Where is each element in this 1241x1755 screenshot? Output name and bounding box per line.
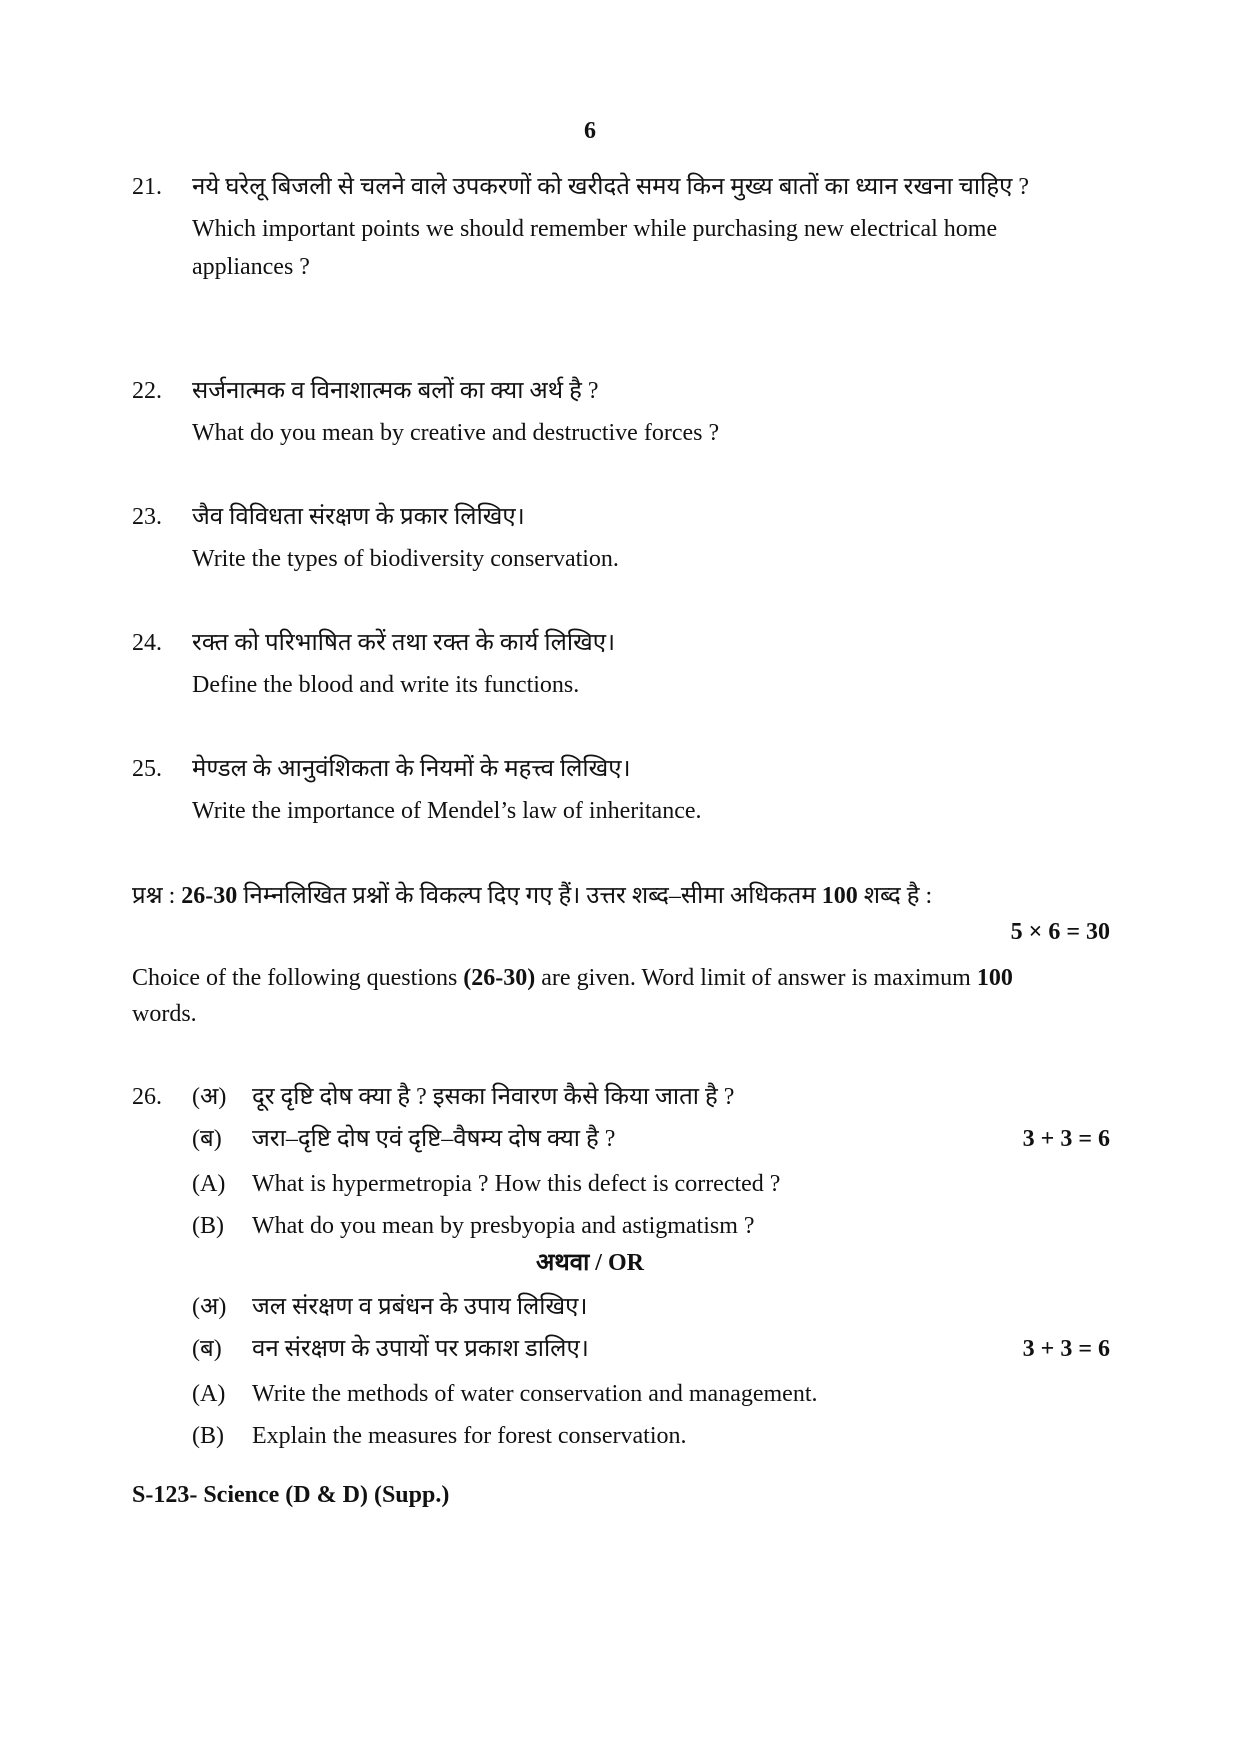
option-label: (अ): [192, 1294, 227, 1320]
question-text-hindi: जैव विविधता संरक्षण के प्रकार लिखिए।: [192, 504, 525, 530]
question-number: 22.: [132, 378, 162, 404]
option-label: (B): [192, 1423, 224, 1449]
option-text: दूर दृष्टि दोष क्या है ? इसका निवारण कैसे किया जाता है ?: [252, 1084, 735, 1110]
paper-code-footer: S-123- Science (D & D) (Supp.): [132, 1482, 450, 1508]
section-instructions-hindi: [132, 878, 1110, 945]
section-en-prefix: Choice of the following questions: [132, 965, 464, 991]
section-en-suffix: words.: [132, 1001, 197, 1027]
q26-hindi-b: [192, 1120, 1110, 1158]
page-number: 6: [584, 118, 596, 144]
option-text: जल संरक्षण व प्रबंधन के उपाय लिखिए।: [252, 1294, 588, 1320]
q26-marks-1: 3 + 3 = 6: [1022, 1126, 1110, 1152]
or-divider: अथवा / OR: [536, 1250, 644, 1276]
option-label: (B): [192, 1213, 224, 1239]
option-text: वन संरक्षण के उपायों पर प्रकाश डालिए।: [252, 1336, 589, 1362]
section-word-limit: 100: [821, 883, 858, 909]
section-prefix: प्रश्न :: [132, 883, 182, 909]
question-text-hindi: मेण्डल के आनुवंशिकता के नियमों के महत्त्व लिखिए।: [192, 756, 631, 782]
section-en-word-limit: 100: [976, 965, 1013, 991]
question-21: [132, 168, 1062, 286]
section-instructions-english: [132, 960, 1052, 1032]
q26-alt-hindi-b: [192, 1330, 1110, 1368]
question-text-english: Which important points we should remember while purchasing new electrical home appliances ?: [192, 216, 998, 280]
option-label: (ब): [192, 1336, 222, 1362]
q26-alt-hindi-a: [192, 1288, 1110, 1326]
question-25: [132, 750, 1062, 830]
question-24: [132, 624, 1062, 704]
q26-hindi-a: [192, 1078, 1110, 1116]
option-label: (ब): [192, 1126, 222, 1152]
q26-english-b: [192, 1207, 1110, 1245]
question-text-hindi: नये घरेलू बिजली से चलने वाले उपकरणों को खरीदते समय किन मुख्य बातों का ध्यान रखना चाहिए ?: [192, 174, 1029, 200]
section-en-mid: are given. Word limit of answer is maximum: [535, 965, 977, 991]
section-marks: 5 × 6 = 30: [1010, 919, 1110, 945]
q26-alt-english-a: [192, 1375, 1110, 1413]
option-text: What do you mean by presbyopia and astigmatism ?: [252, 1213, 755, 1239]
section-range: 26-30: [181, 883, 238, 909]
question-number: 21.: [132, 174, 162, 200]
option-label: (अ): [192, 1084, 227, 1110]
option-text: जरा–दृष्टि दोष एवं दृष्टि–वैषम्य दोष क्या है ?: [252, 1126, 616, 1152]
section-mid: निम्नलिखित प्रश्नों के विकल्प दिए गए हैं। उत्तर शब्द–सीमा अधिकतम: [237, 883, 822, 909]
question-text-english: Write the importance of Mendel’s law of inheritance.: [192, 798, 702, 824]
question-text-english: Define the blood and write its functions.: [192, 672, 580, 698]
question-text-english: Write the types of biodiversity conservation.: [192, 546, 619, 572]
question-22: [132, 372, 1062, 452]
option-label: (A): [192, 1171, 226, 1197]
q26-marks-2: 3 + 3 = 6: [1022, 1336, 1110, 1362]
question-text-english: What do you mean by creative and destructive forces ?: [192, 420, 720, 446]
question-number: 25.: [132, 756, 162, 782]
section-suffix: शब्द है :: [857, 883, 933, 909]
option-label: (A): [192, 1381, 226, 1407]
q26-alt-english-b: [192, 1417, 1110, 1455]
question-text-hindi: सर्जनात्मक व विनाशात्मक बलों का क्या अर्थ है ?: [192, 378, 599, 404]
section-en-range: (26-30): [463, 965, 536, 991]
question-number: 23.: [132, 504, 162, 530]
q26-english-a: [192, 1165, 1110, 1203]
question-number: 26.: [132, 1084, 162, 1110]
question-23: [132, 498, 1062, 578]
option-text: Explain the measures for forest conservation.: [252, 1423, 687, 1449]
question-number: 24.: [132, 630, 162, 656]
option-text: Write the methods of water conservation and management.: [252, 1381, 818, 1407]
question-text-hindi: रक्त को परिभाषित करें तथा रक्त के कार्य लिखिए।: [192, 630, 616, 656]
option-text: What is hypermetropia ? How this defect is corrected ?: [252, 1171, 781, 1197]
